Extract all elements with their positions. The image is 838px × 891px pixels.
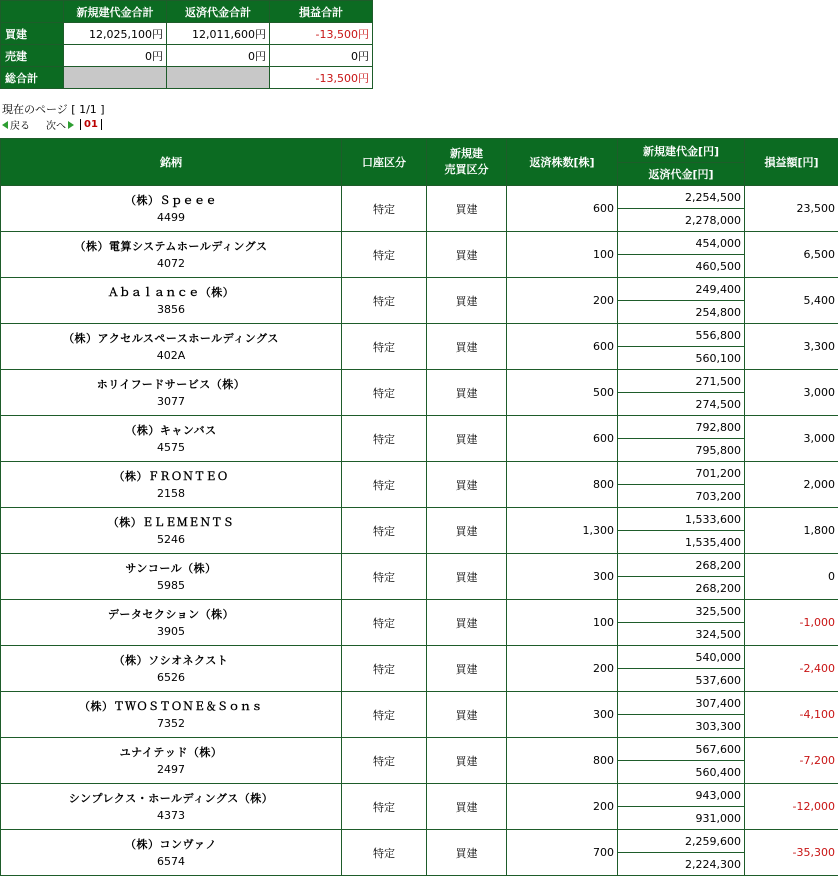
profit-loss: 0	[745, 554, 838, 600]
stock-name: （株）ＴＷＯＳＴＯＮＥ＆Ｓｏｎｓ	[79, 699, 263, 713]
position-row	[1, 554, 838, 577]
stock-cell	[1, 186, 342, 232]
stock-name: シンプレクス・ホールディングス（株）	[68, 791, 274, 805]
close-amount: 931,000	[618, 807, 745, 830]
new-amount: 249,400	[618, 278, 745, 301]
close-amount: 324,500	[618, 623, 745, 646]
trade-side: 買建	[427, 416, 507, 462]
new-amount: 556,800	[618, 324, 745, 347]
close-qty: 600	[507, 416, 618, 462]
position-row	[1, 508, 838, 531]
position-row	[1, 462, 838, 485]
close-qty: 700	[507, 830, 618, 876]
summary-header-pl: 損益合計	[270, 1, 373, 23]
profit-loss: -35,300	[745, 830, 838, 876]
stock-cell	[1, 830, 342, 876]
stock-cell	[1, 600, 342, 646]
stock-name: サンコール（株）	[125, 561, 217, 575]
trade-side: 買建	[427, 370, 507, 416]
position-row	[1, 186, 838, 209]
position-row	[1, 646, 838, 669]
close-amount: 2,278,000	[618, 209, 745, 232]
account-type: 特定	[342, 278, 427, 324]
back-arrow-icon	[2, 121, 8, 129]
account-type: 特定	[342, 370, 427, 416]
summary-buy-new-total: 12,025,100円	[64, 23, 167, 45]
position-row	[1, 370, 838, 393]
back-link[interactable]: 戻る	[10, 121, 30, 132]
header-side	[427, 139, 507, 186]
position-row	[1, 278, 838, 301]
stock-cell	[1, 324, 342, 370]
summary-total-pl: -13,500円	[270, 67, 373, 89]
stock-name: Ａｂａｌａｎｃｅ（株）	[107, 285, 235, 299]
close-qty: 200	[507, 278, 618, 324]
trade-side: 買建	[427, 462, 507, 508]
profit-loss: 23,500	[745, 186, 838, 232]
close-amount: 460,500	[618, 255, 745, 278]
summary-total-new-total	[64, 67, 167, 89]
header-pl: 損益額[円]	[745, 139, 838, 186]
close-qty: 500	[507, 370, 618, 416]
position-row	[1, 830, 838, 853]
position-row	[1, 784, 838, 807]
stock-cell	[1, 416, 342, 462]
close-qty: 800	[507, 738, 618, 784]
next-arrow-icon	[68, 121, 74, 129]
profit-loss: -12,000	[745, 784, 838, 830]
stock-cell	[1, 646, 342, 692]
stock-code: 2497	[157, 762, 185, 776]
account-type: 特定	[342, 646, 427, 692]
account-type: 特定	[342, 738, 427, 784]
close-amount: 560,100	[618, 347, 745, 370]
trade-side: 買建	[427, 186, 507, 232]
stock-name: ユナイテッド（株）	[119, 745, 223, 759]
close-qty: 100	[507, 232, 618, 278]
new-amount: 567,600	[618, 738, 745, 761]
new-amount: 307,400	[618, 692, 745, 715]
stock-code: 5985	[157, 578, 185, 592]
account-type: 特定	[342, 784, 427, 830]
account-type: 特定	[342, 554, 427, 600]
pager	[2, 117, 102, 132]
close-amount: 703,200	[618, 485, 745, 508]
summary-sell-close-total: 0円	[167, 45, 270, 67]
stock-code: 4072	[157, 256, 185, 270]
summary-header-close-total: 返済代金合計	[167, 1, 270, 23]
stock-code: 4575	[157, 440, 185, 454]
position-row	[1, 324, 838, 347]
summary-total-close-total	[167, 67, 270, 89]
close-amount: 795,800	[618, 439, 745, 462]
profit-loss: 3,300	[745, 324, 838, 370]
close-qty: 200	[507, 784, 618, 830]
trade-side: 買建	[427, 830, 507, 876]
close-qty: 100	[507, 600, 618, 646]
close-qty: 800	[507, 462, 618, 508]
header-qty: 返済株数[株]	[507, 139, 618, 186]
close-qty: 600	[507, 186, 618, 232]
stock-cell	[1, 784, 342, 830]
header-close-amount: 返済代金[円]	[618, 163, 745, 186]
close-amount: 1,535,400	[618, 531, 745, 554]
stock-code: 402A	[156, 348, 186, 362]
position-row	[1, 232, 838, 255]
account-type: 特定	[342, 186, 427, 232]
profit-loss: 3,000	[745, 370, 838, 416]
profit-loss: 1,800	[745, 508, 838, 554]
summary-sell-pl: 0円	[270, 45, 373, 67]
trade-side: 買建	[427, 646, 507, 692]
profit-loss: -7,200	[745, 738, 838, 784]
close-amount: 560,400	[618, 761, 745, 784]
trade-side: 買建	[427, 600, 507, 646]
profit-loss: -1,000	[745, 600, 838, 646]
new-amount: 2,259,600	[618, 830, 745, 853]
current-page-info: 現在のページ [ 1/1 ]	[2, 103, 105, 116]
new-amount: 268,200	[618, 554, 745, 577]
summary-sell-new-total: 0円	[64, 45, 167, 67]
summary-table	[0, 0, 373, 89]
close-qty: 300	[507, 554, 618, 600]
new-amount: 1,533,600	[618, 508, 745, 531]
stock-name: （株）キャンバス	[125, 423, 217, 437]
close-qty: 200	[507, 646, 618, 692]
account-type: 特定	[342, 692, 427, 738]
header-name: 銘柄	[1, 139, 342, 186]
stock-code: 6574	[157, 854, 185, 868]
summary-buy-close-total: 12,011,600円	[167, 23, 270, 45]
trade-side: 買建	[427, 278, 507, 324]
profit-loss: -4,100	[745, 692, 838, 738]
position-row	[1, 738, 838, 761]
stock-name: ホリイフードサービス（株）	[96, 377, 246, 391]
new-amount: 454,000	[618, 232, 745, 255]
stock-name: （株）アクセルスペースホールディングス	[63, 331, 279, 345]
close-amount: 254,800	[618, 301, 745, 324]
stock-cell	[1, 692, 342, 738]
new-amount: 540,000	[618, 646, 745, 669]
close-qty: 300	[507, 692, 618, 738]
account-type: 特定	[342, 232, 427, 278]
stock-name: （株）コンヴァノ	[125, 837, 217, 851]
stock-name: （株）Ｓｐｅｅｅ	[125, 193, 217, 207]
close-qty: 600	[507, 324, 618, 370]
position-row	[1, 600, 838, 623]
summary-corner	[1, 1, 64, 23]
stock-name: （株）電算システムホールディングス	[74, 239, 268, 253]
stock-code: 3856	[157, 302, 185, 316]
profit-loss: 2,000	[745, 462, 838, 508]
profit-loss: -2,400	[745, 646, 838, 692]
page-number-current: 01	[80, 119, 102, 130]
account-type: 特定	[342, 462, 427, 508]
trade-side: 買建	[427, 324, 507, 370]
header-new-amount: 新規建代金[円]	[618, 139, 745, 163]
stock-name: （株）ＥＬＥＭＥＮＴＳ	[107, 515, 235, 529]
new-amount: 2,254,500	[618, 186, 745, 209]
account-type: 特定	[342, 508, 427, 554]
stock-cell	[1, 738, 342, 784]
stock-code: 6526	[157, 670, 185, 684]
stock-code: 3077	[157, 394, 185, 408]
trade-side: 買建	[427, 232, 507, 278]
summary-row-label-sell: 売建	[1, 45, 64, 67]
stock-code: 4499	[157, 210, 185, 224]
position-row	[1, 416, 838, 439]
new-amount: 325,500	[618, 600, 745, 623]
stock-code: 5246	[157, 532, 185, 546]
summary-buy-pl: -13,500円	[270, 23, 373, 45]
stock-name: データセクション（株）	[107, 607, 235, 621]
new-amount: 943,000	[618, 784, 745, 807]
new-amount: 701,200	[618, 462, 745, 485]
summary-row-label-total: 総合計	[1, 67, 64, 89]
positions-table	[0, 138, 838, 876]
stock-code: 3905	[157, 624, 185, 638]
stock-name: （株）ＦＲＯＮＴＥＯ	[113, 469, 229, 483]
close-amount: 537,600	[618, 669, 745, 692]
stock-cell	[1, 370, 342, 416]
close-qty: 1,300	[507, 508, 618, 554]
trade-side: 買建	[427, 692, 507, 738]
account-type: 特定	[342, 600, 427, 646]
stock-cell	[1, 554, 342, 600]
new-amount: 271,500	[618, 370, 745, 393]
trade-side: 買建	[427, 784, 507, 830]
close-amount: 268,200	[618, 577, 745, 600]
profit-loss: 3,000	[745, 416, 838, 462]
stock-code: 7352	[157, 716, 185, 730]
stock-cell	[1, 508, 342, 554]
stock-cell	[1, 462, 342, 508]
summary-row-label-buy: 買建	[1, 23, 64, 45]
account-type: 特定	[342, 416, 427, 462]
account-type: 特定	[342, 830, 427, 876]
close-amount: 303,300	[618, 715, 745, 738]
stock-code: 4373	[157, 808, 185, 822]
position-row	[1, 692, 838, 715]
trade-side: 買建	[427, 508, 507, 554]
stock-cell	[1, 278, 342, 324]
header-account: 口座区分	[342, 139, 427, 186]
positions-body	[1, 186, 838, 876]
trade-side: 買建	[427, 554, 507, 600]
stock-name: （株）ソシオネクスト	[113, 653, 229, 667]
summary-header-new-total: 新規建代金合計	[64, 1, 167, 23]
close-amount: 274,500	[618, 393, 745, 416]
trade-side: 買建	[427, 738, 507, 784]
new-amount: 792,800	[618, 416, 745, 439]
next-link[interactable]: 次へ	[46, 121, 66, 132]
close-amount: 2,224,300	[618, 853, 745, 876]
stock-code: 2158	[157, 486, 185, 500]
profit-loss: 5,400	[745, 278, 838, 324]
stock-cell	[1, 232, 342, 278]
profit-loss: 6,500	[745, 232, 838, 278]
header-side-text: 新規建 売買区分	[444, 147, 489, 176]
account-type: 特定	[342, 324, 427, 370]
